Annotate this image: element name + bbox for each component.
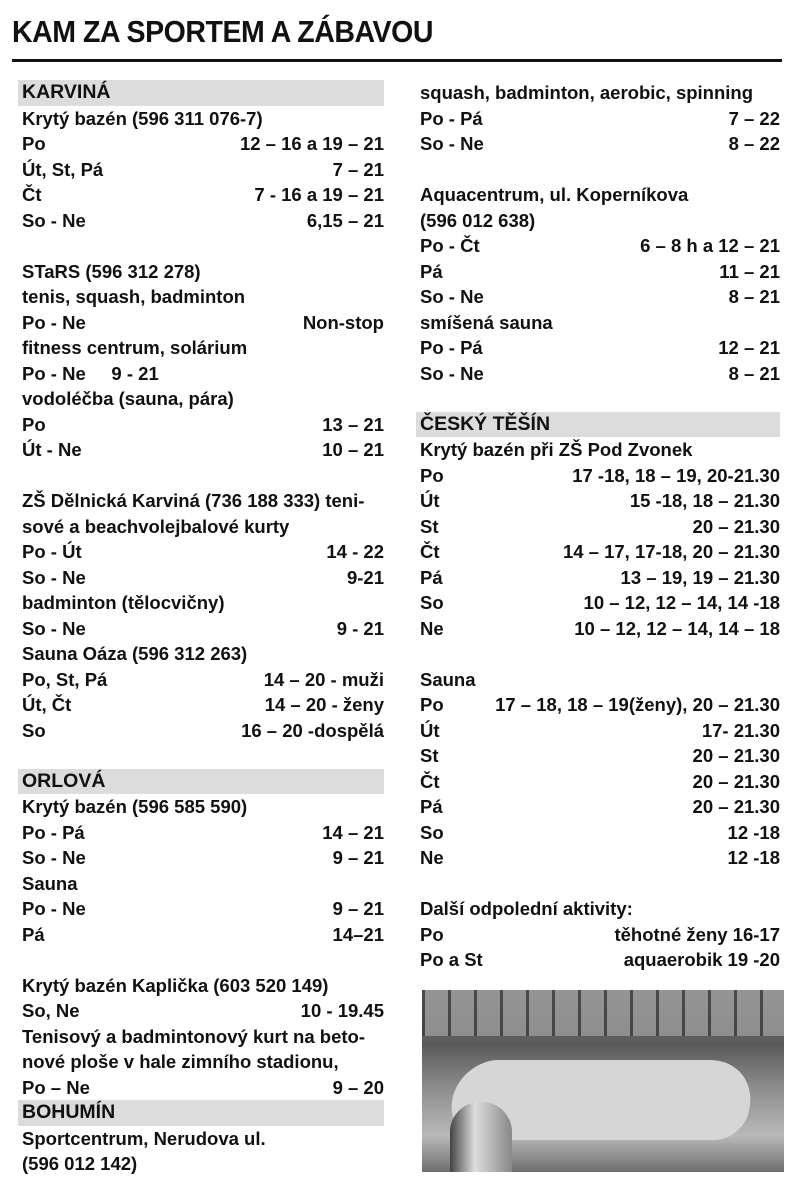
schedule-day: Po [22, 133, 46, 154]
schedule-day: Po, St, Pá [22, 668, 108, 690]
schedule-row [22, 667, 384, 693]
spacer [420, 157, 780, 183]
schedule-row [420, 769, 780, 795]
schedule-row [420, 131, 780, 157]
schedule-day: So - Ne [22, 209, 86, 231]
venue-heading-sportcentrum: Sportcentrum, Nerudova ul. [22, 1127, 266, 1149]
activity-heading: Sauna [420, 668, 476, 690]
schedule-row [420, 335, 780, 361]
schedule-row [22, 998, 384, 1024]
schedule-time: 17- 21.30 [701, 719, 780, 741]
schedule-row [22, 131, 384, 157]
schedule-day: Pá [22, 923, 45, 945]
schedule-day: Po - Pá [420, 107, 483, 129]
schedule-day: Út [420, 490, 440, 511]
schedule-time: 14–21 [332, 923, 384, 945]
schedule-day: Út [420, 719, 440, 741]
schedule-line: Po - Ne 9 - 21 [22, 362, 159, 384]
schedule-day: Pá [420, 796, 443, 817]
schedule-time: 13 – 19, 19 – 21.30 [620, 566, 780, 588]
schedule-row [22, 539, 384, 565]
schedule-day: Po - Út [22, 541, 82, 562]
schedule-row [22, 922, 384, 948]
schedule-row [22, 820, 384, 846]
venue-phone-sportcentrum: (596 012 142) [22, 1153, 138, 1174]
schedule-time: Non-stop [302, 311, 384, 333]
venue-heading-kaplicka: Krytý bazén Kaplička (603 520 149) [22, 974, 329, 996]
schedule-time: 20 – 21.30 [692, 515, 780, 537]
schedule-time: 12 – 21 [718, 337, 780, 358]
schedule-time: 14 – 17, 17-18, 20 – 21.30 [562, 541, 780, 562]
schedule-day: Út - Ne [22, 439, 82, 460]
schedule-row [420, 743, 780, 769]
city-heading-bohumin: BOHUMÍN [18, 1100, 384, 1126]
schedule-row [22, 437, 384, 463]
schedule-time: 12 -18 [727, 821, 780, 843]
venue-text-kurt-cont: nové ploše v hale zimního stadionu, [22, 1051, 339, 1072]
spacer [22, 743, 384, 769]
schedule-row [420, 922, 780, 948]
schedule-row [420, 361, 780, 387]
schedule-time: 14 – 20 - muži [263, 668, 384, 690]
schedule-day: Pá [420, 260, 443, 282]
venue-heading-oaza: Sauna Oáza (596 312 263) [22, 643, 248, 664]
schedule-time: 12 – 16 a 19 – 21 [239, 133, 384, 154]
schedule-time: 9-21 [346, 566, 384, 588]
schedule-time: 20 – 21.30 [692, 770, 780, 792]
schedule-time: 8 – 21 [728, 362, 780, 384]
schedule-time: 8 – 22 [728, 133, 780, 154]
schedule-row [420, 820, 780, 846]
activity-heading: fitness centrum, solárium [22, 337, 248, 358]
spacer [22, 233, 384, 259]
schedule-kurt [22, 1075, 384, 1101]
spacer [420, 641, 780, 667]
city-heading-orlova: ORLOVÁ [18, 769, 384, 795]
schedule-day: Po a St [420, 949, 483, 970]
schedule-time: 12 -18 [727, 847, 780, 868]
schedule-row [22, 157, 384, 183]
schedule-row [420, 616, 780, 642]
page-title: KAM ZA SPORTEM A ZÁBAVOU [12, 14, 433, 49]
spacer [22, 947, 384, 973]
activity-heading: Sauna [22, 872, 78, 894]
schedule-row [420, 692, 780, 718]
left-column [22, 80, 384, 1177]
schedule-row [420, 463, 780, 489]
schedule-day: Čt [22, 184, 42, 205]
venue-phone-aquacentrum: (596 012 638) [420, 209, 536, 231]
schedule-day: Út, St, Pá [22, 158, 104, 180]
schedule-row [420, 488, 780, 514]
schedule-row [420, 233, 780, 259]
pool-photo [422, 990, 784, 1172]
activity-heading: Další odpolední aktivity: [420, 898, 633, 919]
schedule-sauna-mix [420, 335, 780, 386]
schedule-day: Po - Ne [22, 311, 86, 333]
schedule-day: Po - Ne [22, 898, 86, 919]
schedule-row [22, 412, 384, 438]
activity-heading: tenis, squash, badminton [22, 286, 246, 307]
spacer [420, 871, 780, 897]
schedule-row [22, 565, 384, 591]
schedule-time: 10 - 19.45 [300, 1000, 384, 1021]
schedule-row [420, 106, 780, 132]
schedule-row [420, 947, 780, 973]
schedule-stars-1 [22, 310, 384, 336]
activity-heading: squash, badminton, aerobic, spinning [420, 82, 754, 103]
schedule-time: 20 – 21.30 [692, 796, 780, 817]
venue-heading-orlova-bazen: Krytý bazén (596 585 590) [22, 796, 248, 817]
schedule-row [420, 259, 780, 285]
schedule-time: 9 – 20 [332, 1076, 384, 1098]
venue-text-kurt: Tenisový a badmintonový kurt na beto- [22, 1025, 365, 1047]
activity-heading: vodoléčba (sauna, pára) [22, 388, 234, 409]
schedule-day: Po - Čt [420, 235, 480, 256]
schedule-aquacentrum [420, 233, 780, 310]
schedule-day: Pá [420, 566, 443, 588]
schedule-time: 13 – 21 [322, 413, 384, 435]
schedule-day: Po [22, 413, 46, 435]
schedule-time: 11 – 21 [719, 260, 780, 282]
schedule-karvina-bazen [22, 131, 384, 233]
schedule-time: 15 -18, 18 – 21.30 [629, 490, 780, 511]
schedule-day: Po [420, 694, 444, 715]
schedule-zs-2 [22, 616, 384, 642]
schedule-time: 7 - 16 a 19 – 21 [254, 184, 384, 205]
schedule-day: So - Ne [420, 286, 484, 307]
schedule-day: Po - Pá [22, 821, 85, 843]
venue-heading-stars: STaRS (596 312 278) [22, 260, 201, 282]
schedule-day: Po [420, 923, 444, 945]
schedule-time: 10 – 12, 12 – 14, 14 -18 [583, 592, 780, 613]
schedule-day: St [420, 745, 439, 766]
schedule-time: 6,15 – 21 [306, 209, 384, 231]
schedule-stars-3 [22, 412, 384, 463]
schedule-orlova-bazen [22, 820, 384, 871]
schedule-sportcentrum [420, 106, 780, 157]
schedule-tesin-bazen [420, 463, 780, 642]
venue-heading-zs-delnicka-cont: sové a beachvolejbalové kurty [22, 515, 290, 537]
schedule-day: So [22, 719, 46, 741]
schedule-day: Po - Pá [420, 337, 483, 358]
schedule-row [420, 514, 780, 540]
schedule-row [420, 590, 780, 616]
schedule-time: těhotné ženy 16-17 [614, 923, 780, 945]
schedule-row [22, 692, 384, 718]
schedule-day: Čt [420, 770, 440, 792]
city-heading-tesin: ČESKÝ TĚŠÍN [416, 412, 780, 438]
schedule-tesin-sauna [420, 692, 780, 871]
schedule-row [420, 565, 780, 591]
schedule-oaza [22, 667, 384, 744]
schedule-row [22, 310, 384, 336]
schedule-time: 17 -18, 18 – 19, 20-21.30 [572, 464, 780, 486]
schedule-row [22, 182, 384, 208]
schedule-row [22, 718, 384, 744]
photo-slide-tube [450, 1102, 512, 1172]
schedule-row [420, 845, 780, 871]
schedule-time: 14 - 22 [326, 541, 384, 562]
schedule-time: 9 - 21 [336, 617, 384, 639]
venue-heading-zs-delnicka: ZŠ Dělnická Karviná (736 188 333) teni- [22, 490, 365, 511]
venue-heading-tesin-bazen: Krytý bazén při ZŠ Pod Zvonek [420, 439, 693, 460]
schedule-day: So [420, 821, 444, 843]
schedule-time: 14 – 21 [322, 821, 384, 843]
schedule-day: So - Ne [420, 133, 484, 154]
schedule-day: Po [420, 464, 444, 486]
schedule-time: 9 – 21 [332, 898, 384, 919]
schedule-day: So, Ne [22, 1000, 80, 1021]
schedule-day: Čt [420, 541, 440, 562]
schedule-tesin-extra [420, 922, 780, 973]
schedule-time: 10 – 12, 12 – 14, 14 – 18 [574, 617, 780, 639]
schedule-day: So [420, 592, 444, 613]
schedule-time: 10 – 21 [322, 439, 384, 460]
schedule-time: 7 – 22 [728, 107, 780, 129]
schedule-row [420, 284, 780, 310]
schedule-orlova-sauna [22, 896, 384, 947]
schedule-row [420, 794, 780, 820]
photo-roof [422, 990, 784, 1036]
schedule-day: So - Ne [22, 566, 86, 588]
schedule-day: Út, Čt [22, 694, 72, 715]
schedule-row [420, 539, 780, 565]
schedule-row [420, 718, 780, 744]
schedule-day: So - Ne [22, 847, 86, 868]
schedule-time: aquaerobik 19 -20 [623, 949, 780, 970]
schedule-row [22, 845, 384, 871]
city-heading-karvina: KARVINÁ [18, 80, 384, 106]
schedule-day: Ne [420, 617, 444, 639]
schedule-row [22, 208, 384, 234]
venue-heading-karvina-bazen: Krytý bazén (596 311 076-7) [22, 107, 263, 129]
spacer [420, 386, 780, 412]
title-rule [12, 59, 782, 62]
venue-heading-aquacentrum: Aquacentrum, ul. Koperníkova [420, 184, 689, 205]
schedule-time: 20 – 21.30 [692, 745, 780, 766]
activity-heading: smíšená sauna [420, 311, 553, 333]
schedule-row [22, 616, 384, 642]
schedule-time: 6 – 8 h a 12 – 21 [640, 235, 780, 256]
schedule-zs-1 [22, 539, 384, 590]
schedule-time: 14 – 20 - ženy [264, 694, 384, 715]
schedule-time: 9 – 21 [332, 847, 384, 868]
schedule-day: Po – Ne [22, 1076, 90, 1098]
schedule-time: 8 – 21 [728, 286, 780, 307]
schedule-day: Ne [420, 847, 444, 868]
schedule-day: So - Ne [22, 617, 86, 639]
schedule-row [22, 896, 384, 922]
schedule-day: So - Ne [420, 362, 484, 384]
schedule-day: St [420, 515, 439, 537]
spacer [22, 463, 384, 489]
schedule-time: 17 – 18, 18 – 19(ženy), 20 – 21.30 [495, 694, 780, 715]
schedule-kaplicka [22, 998, 384, 1024]
activity-heading: badminton (tělocvičny) [22, 592, 225, 613]
schedule-time: 16 – 20 -dospělá [241, 719, 384, 741]
right-column [420, 80, 780, 973]
schedule-time: 7 – 21 [332, 158, 384, 180]
schedule-row [22, 1075, 384, 1101]
